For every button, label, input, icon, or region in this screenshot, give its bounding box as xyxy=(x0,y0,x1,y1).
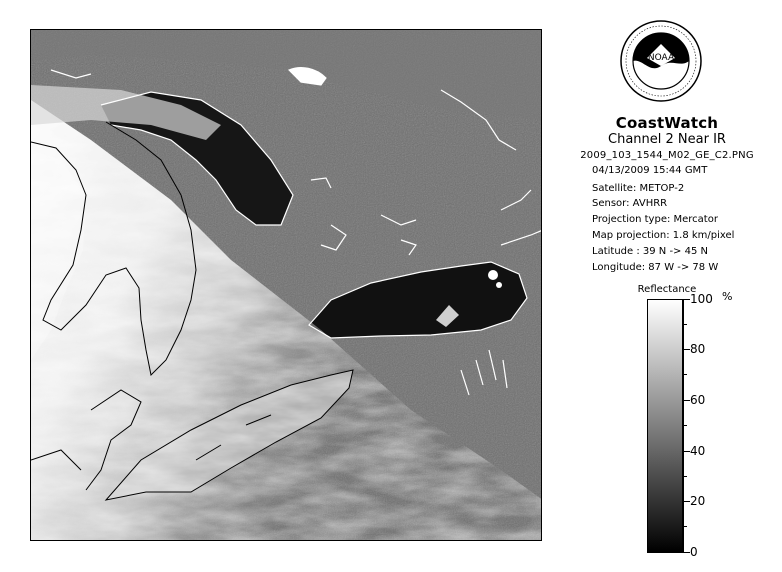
colorbar-minor-tick xyxy=(684,324,687,325)
colorbar-axis xyxy=(683,299,684,553)
colorbar xyxy=(647,299,683,553)
projection-type: Projection type: Mercator xyxy=(592,214,718,225)
colorbar-label: 0 xyxy=(690,545,698,559)
sensor-label: Sensor: AVHRR xyxy=(592,198,668,209)
channel-label: Channel 2 Near IR xyxy=(608,132,726,147)
colorbar-label: 80 xyxy=(690,342,706,356)
satellite-image xyxy=(31,30,542,541)
colorbar-minor-tick xyxy=(684,425,687,426)
satellite-map xyxy=(30,29,542,541)
colorbar-title: Reflectance xyxy=(637,284,697,295)
map-projection: Map projection: 1.8 km/pixel xyxy=(592,230,735,241)
datetime: 04/13/2009 15:44 GMT xyxy=(592,165,708,176)
colorbar-label: 100 xyxy=(690,292,713,306)
colorbar-minor-tick xyxy=(684,374,687,375)
colorbar-minor-tick xyxy=(684,476,687,477)
satellite-label: Satellite: METOP-2 xyxy=(592,183,685,194)
latitude-range: Latitude : 39 N -> 45 N xyxy=(592,246,708,257)
colorbar-minor-tick xyxy=(684,526,687,527)
file-name: 2009_103_1544_M02_GE_C2.PNG xyxy=(580,150,754,161)
colorbar-label: 60 xyxy=(690,393,706,407)
info-panel xyxy=(556,18,778,558)
longitude-range: Longitude: 87 W -> 78 W xyxy=(592,262,719,273)
brand-title: CoastWatch xyxy=(615,114,719,132)
colorbar-label: 40 xyxy=(690,444,706,458)
noaa-logo xyxy=(620,20,702,102)
colorbar-label: 20 xyxy=(690,494,706,508)
colorbar-unit: % xyxy=(722,290,733,303)
logo-text: NOAA xyxy=(647,53,675,63)
